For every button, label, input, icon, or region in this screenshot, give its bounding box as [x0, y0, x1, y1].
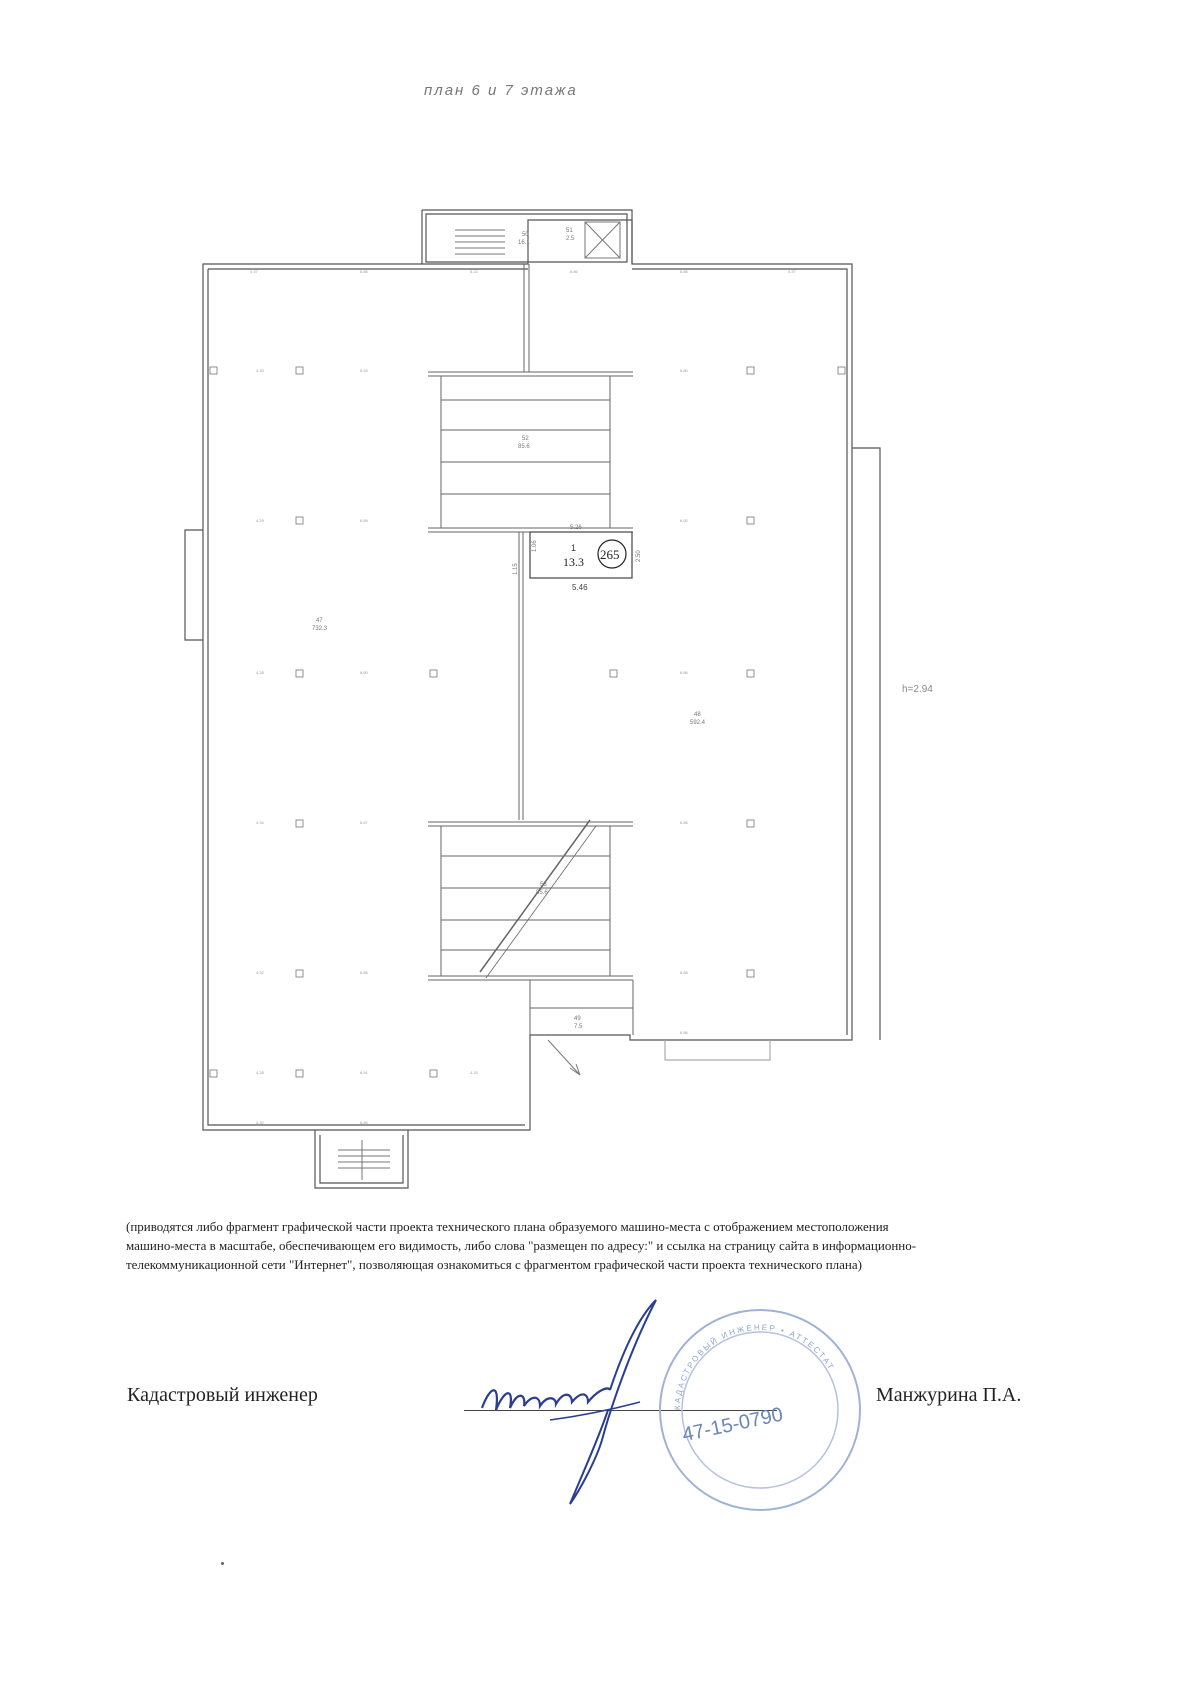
signatory-name: Манжурина П.А.: [876, 1384, 1022, 1406]
svg-text:4.37: 4.37: [788, 269, 796, 274]
small-room-number: 49: [574, 1016, 581, 1022]
parking-spot-index: 1: [571, 543, 577, 553]
handwritten-signature: [460, 1290, 690, 1510]
svg-text:6.86: 6.86: [680, 1030, 688, 1035]
ramp-top-area: 85.6: [518, 444, 530, 450]
scan-speck: [221, 1562, 224, 1565]
ramp-top-number: 52: [522, 436, 529, 442]
plan-header: план 6 и 7 этажа: [424, 82, 578, 99]
parking-spot-dim-right: 2.50: [636, 550, 642, 562]
caption-line: (приводятся либо фрагмент графической части проекта технического плана образуемого машино-места с отображением местоположения: [126, 1219, 889, 1234]
caption-note: [126, 1217, 1086, 1274]
caption-line: машино-места в масштабе, обеспечивающем его видимость, либо слова "размещен по адресу:" и ссылка на страницу сайта в информационно-: [126, 1238, 917, 1253]
svg-text:6.88: 6.88: [680, 970, 688, 975]
svg-text:4.29: 4.29: [256, 518, 264, 523]
left-hall-area: 732.3: [312, 626, 328, 632]
parking-spot-dim-bottom: 5.46: [572, 583, 588, 592]
svg-text:6.89: 6.89: [360, 518, 368, 523]
svg-text:4.34: 4.34: [256, 820, 264, 825]
parking-spot-number: 265: [600, 547, 620, 562]
small-room-area: 7.5: [574, 1024, 583, 1030]
svg-text:4.33: 4.33: [470, 1070, 478, 1075]
svg-text:4.28: 4.28: [256, 670, 264, 675]
svg-text:4.37: 4.37: [250, 269, 258, 274]
svg-text:6.86: 6.86: [570, 269, 578, 274]
stamp-number: 47-15-0790: [680, 1403, 785, 1447]
parking-spot-area: 13.3: [563, 555, 584, 569]
svg-text:6.87: 6.87: [360, 820, 368, 825]
svg-text:6.90: 6.90: [360, 670, 368, 675]
parking-spot-dim-left-inner: 1.06: [532, 540, 538, 552]
signatory-role: Кадастровый инженер: [127, 1384, 318, 1406]
svg-text:5.22: 5.22: [470, 269, 478, 274]
parking-spot-dim-top: 5.26: [570, 525, 582, 531]
svg-text:4.32: 4.32: [256, 970, 264, 975]
lift-area: 2.5: [566, 236, 575, 242]
right-hall-area: 592.4: [690, 720, 706, 726]
left-hall-number: 47: [316, 618, 323, 624]
svg-text:6.80: 6.80: [680, 368, 688, 373]
svg-text:6.92: 6.92: [680, 518, 688, 523]
inner-walls: [338, 222, 633, 1180]
room-labels: [312, 228, 706, 1030]
outer-walls: [185, 210, 880, 1188]
svg-text:6.91: 6.91: [360, 1070, 368, 1075]
parking-spot-dim-left: 1.15: [513, 563, 519, 575]
parking-spot-265: [513, 525, 642, 592]
svg-text:6.89: 6.89: [360, 1120, 368, 1125]
ramp-bottom-area: 85.6: [536, 890, 548, 896]
svg-text:6.86: 6.86: [360, 970, 368, 975]
lift-number: 51: [566, 228, 573, 234]
svg-text:6.86: 6.86: [360, 269, 368, 274]
svg-text:6.86: 6.86: [680, 269, 688, 274]
svg-text:6.86: 6.86: [680, 670, 688, 675]
svg-text:4.28: 4.28: [256, 1070, 264, 1075]
ceiling-height-note: h=2.94: [902, 684, 933, 695]
svg-text:4.33: 4.33: [256, 368, 264, 373]
svg-text:КАДАСТРОВЫЙ ИНЖЕНЕР • АТТЕСТАТ: КАДАСТРОВЫЙ ИНЖЕНЕР • АТТЕСТАТ: [672, 1322, 837, 1411]
stair-top-area: 16.1: [518, 240, 530, 246]
caption-line: телекоммуникационной сети "Интернет", позволяющая ознакомиться с фрагментом графической части проекта технического плана): [126, 1257, 862, 1272]
stair-top-number: 50: [522, 232, 529, 238]
columns: [210, 367, 845, 1077]
svg-text:4.32: 4.32: [256, 1120, 264, 1125]
right-hall-number: 48: [694, 712, 701, 718]
svg-text:6.93: 6.93: [360, 368, 368, 373]
svg-text:6.86: 6.86: [680, 820, 688, 825]
ramp-bottom-number: 53: [540, 882, 547, 888]
